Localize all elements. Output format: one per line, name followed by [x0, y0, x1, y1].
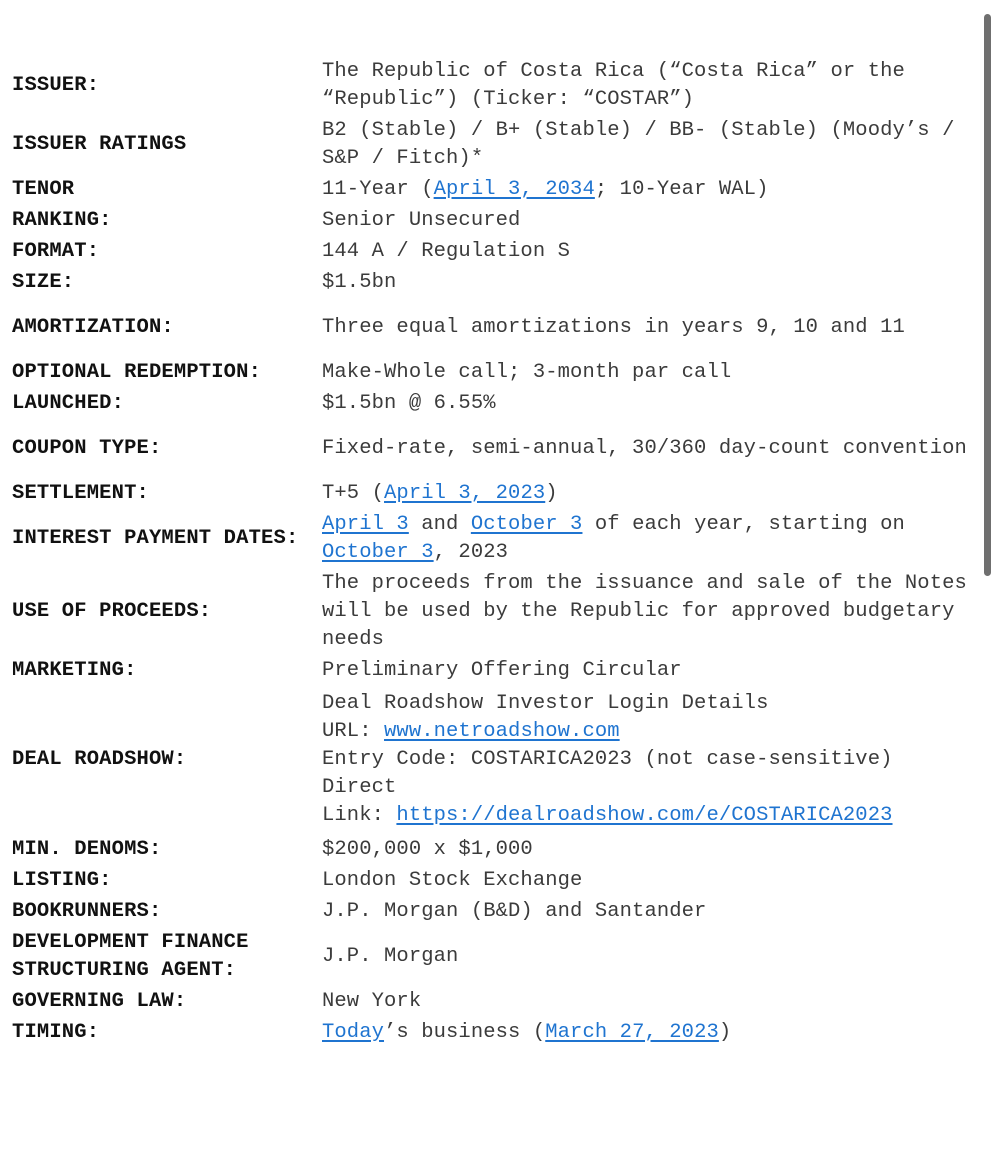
tenor-value	[321, 174, 997, 205]
tenor-prefix: 11-Year (	[322, 177, 434, 201]
marketing-label: MARKETING:	[12, 658, 137, 682]
term-row-ranking	[12, 205, 997, 236]
tenor-maturity-date-link[interactable]: April 3, 2034	[433, 177, 595, 201]
deal-roadshow-label: DEAL ROADSHOW:	[12, 748, 187, 771]
term-row-use-of-proceeds	[12, 568, 997, 655]
term-row-format	[12, 236, 997, 267]
min-denoms-value: $200,000 x $1,000	[322, 837, 533, 861]
term-sheet-table	[12, 56, 997, 1048]
timing-text: ’s business (	[384, 1020, 546, 1044]
listing-label: LISTING:	[12, 868, 112, 892]
ranking-value: Senior Unsecured	[322, 208, 521, 232]
bookrunners-value: J.P. Morgan (B&D) and Santander	[322, 899, 707, 923]
term-row-launched	[12, 388, 997, 419]
min-denoms-label: MIN. DENOMS:	[12, 837, 162, 861]
issuer-ratings-value: B2 (Stable) / B+ (Stable) / BB- (Stable) (Moody’s / S&P / Fitch)*	[322, 118, 955, 170]
term-row-bookrunners	[12, 896, 997, 927]
term-row-issuer-ratings	[12, 115, 997, 174]
issuer-label: ISSUER:	[12, 73, 100, 97]
timing-label: TIMING:	[12, 1020, 100, 1044]
term-row-listing	[12, 865, 997, 896]
term-row-settlement	[12, 478, 997, 509]
term-row-interest-payment-dates	[12, 509, 997, 568]
timing-suffix: )	[718, 1020, 732, 1044]
launched-label: LAUNCHED:	[12, 391, 125, 415]
governing-law-value: New York	[322, 989, 422, 1013]
coupon-type-value: Fixed-rate, semi-annual, 30/360 day-count convention	[322, 436, 967, 460]
interest-date-october-link[interactable]: October 3	[470, 512, 583, 536]
roadshow-link-prefix: Link:	[322, 804, 397, 827]
coupon-type-label: COUPON TYPE:	[12, 436, 162, 460]
settlement-label: SETTLEMENT:	[12, 481, 149, 505]
term-row-coupon-type	[12, 419, 997, 478]
interest-dates-text: of each year, starting on	[582, 512, 905, 536]
launched-value: $1.5bn @ 6.55%	[322, 391, 496, 415]
size-value: $1.5bn	[322, 270, 397, 294]
tenor-label: TENOR	[12, 177, 75, 201]
interest-date-april-link[interactable]: April 3	[322, 512, 409, 536]
interest-payment-dates-value	[321, 509, 997, 568]
size-label: SIZE:	[12, 270, 75, 294]
roadshow-direct-label: Direct	[322, 776, 397, 799]
term-row-issuer	[12, 56, 997, 115]
timing-value	[321, 1017, 997, 1048]
netroadshow-link[interactable]: www.netroadshow.com	[384, 720, 620, 743]
settlement-prefix: T+5 (	[322, 481, 385, 505]
deal-roadshow-value	[321, 686, 997, 834]
marketing-value: Preliminary Offering Circular	[322, 658, 682, 682]
term-row-tenor	[12, 174, 997, 205]
roadshow-direct-link-line	[322, 802, 997, 830]
interest-payment-dates-label: INTEREST PAYMENT DATES:	[12, 526, 299, 550]
term-row-governing-law	[12, 986, 997, 1017]
term-row-amortization	[12, 298, 997, 357]
term-row-deal-roadshow	[12, 686, 997, 834]
term-row-min-denoms	[12, 834, 997, 865]
term-row-size	[12, 267, 997, 298]
timing-today-link[interactable]: Today	[322, 1020, 385, 1044]
roadshow-login-details: Deal Roadshow Investor Login Details	[322, 692, 769, 715]
settlement-date-link[interactable]: April 3, 2023	[384, 481, 546, 505]
settlement-value	[321, 478, 997, 509]
amortization-label: AMORTIZATION:	[12, 315, 174, 339]
use-of-proceeds-label: USE OF PROCEEDS:	[12, 599, 212, 623]
optional-redemption-label: OPTIONAL REDEMPTION:	[12, 360, 262, 384]
interest-dates-year: , 2023	[433, 540, 509, 564]
ranking-label: RANKING:	[12, 208, 112, 232]
roadshow-url-prefix: URL:	[322, 720, 385, 743]
term-row-optional-redemption	[12, 357, 997, 388]
issuer-value: The Republic of Costa Rica (“Costa Rica” or the “Republic”) (Ticker: “COSTAR”)	[322, 59, 905, 111]
issuer-ratings-label: ISSUER RATINGS	[12, 132, 187, 156]
term-row-structuring-agent	[12, 927, 997, 986]
roadshow-url-line	[322, 718, 997, 746]
governing-law-label: GOVERNING LAW:	[12, 989, 187, 1013]
interest-dates-and: and	[408, 512, 471, 536]
settlement-suffix: )	[545, 481, 558, 505]
roadshow-entry-code: Entry Code: COSTARICA2023 (not case-sensitive)	[322, 748, 893, 771]
tenor-suffix: ; 10-Year WAL)	[594, 177, 769, 201]
format-value: 144 A / Regulation S	[322, 239, 571, 263]
dealroadshow-direct-link[interactable]: https://dealroadshow.com/e/COSTARICA2023	[396, 804, 893, 827]
bookrunners-label: BOOKRUNNERS:	[12, 899, 162, 923]
term-row-marketing	[12, 655, 997, 686]
structuring-agent-label: DEVELOPMENT FINANCE STRUCTURING AGENT:	[12, 930, 249, 982]
interest-first-date-link[interactable]: October 3	[322, 540, 434, 564]
structuring-agent-value: J.P. Morgan	[322, 944, 459, 968]
amortization-value: Three equal amortizations in years 9, 10 and 11	[322, 315, 905, 339]
timing-date-link[interactable]: March 27, 2023	[545, 1020, 719, 1044]
listing-value: London Stock Exchange	[322, 868, 583, 892]
use-of-proceeds-value: The proceeds from the issuance and sale of the Notes will be used by the Republic for approved budgetary needs	[322, 571, 967, 651]
term-row-timing	[12, 1017, 997, 1048]
format-label: FORMAT:	[12, 239, 100, 263]
optional-redemption-value: Make-Whole call; 3-month par call	[322, 360, 732, 384]
